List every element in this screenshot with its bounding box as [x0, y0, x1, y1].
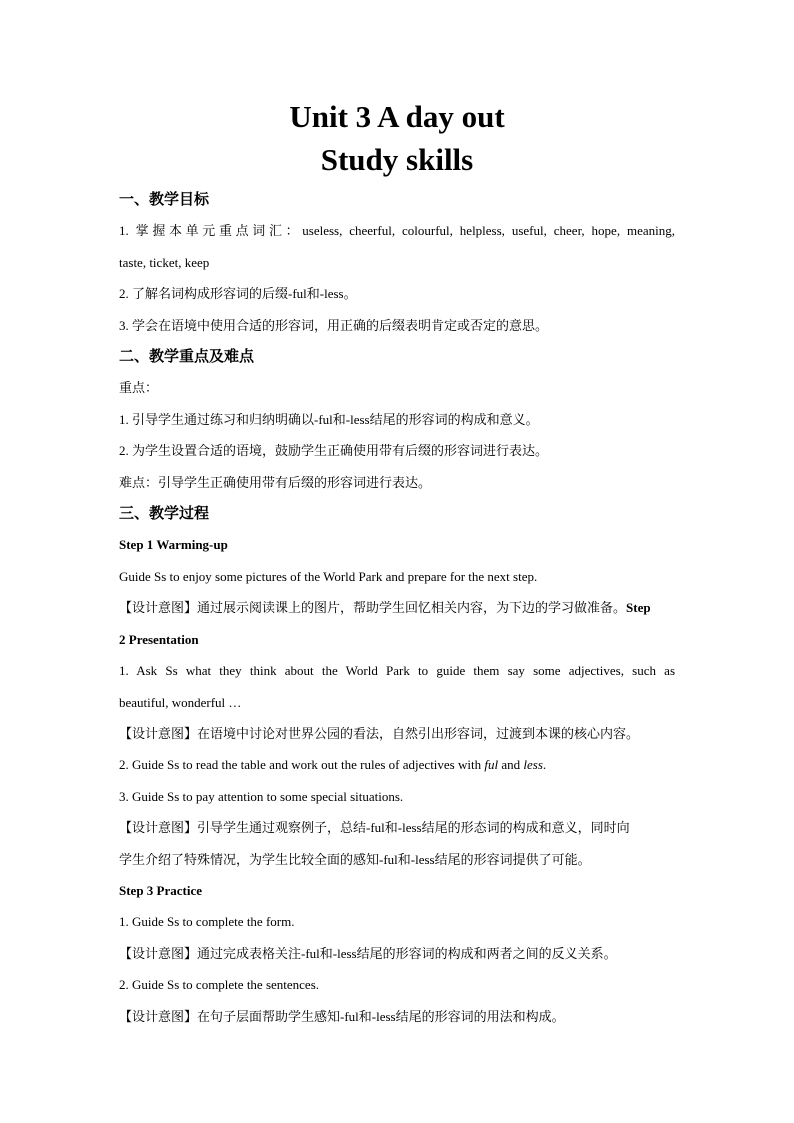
suffix-less: less [523, 757, 543, 773]
step-3-heading: Step 3 Practice [119, 882, 203, 898]
key-point-1: 1. 引导学生通过练习和归纳明确以-ful和-less结尾的形容词的构成和意义。 [119, 411, 539, 427]
step-2-point-2-pre: 2. Guide Ss to read the table and work out the rules of adjectives with [119, 757, 485, 773]
step-2-point-2-post: . [542, 757, 547, 773]
step-3-design-intent-2: 【设计意图】在句子层面帮助学生感知-ful和-less结尾的形容词的用法和构成。 [119, 1008, 565, 1024]
step-2-point-2 [119, 749, 675, 780]
step-2-heading-part-2: 2 Presentation [119, 631, 199, 647]
step-3-point-2: 2. Guide Ss to complete the sentences. [119, 977, 320, 993]
section-heading-key-points: 二、教学重点及难点 [119, 347, 255, 366]
title-lesson: Study skills [320, 142, 474, 177]
title-unit: Unit 3 A day out [289, 99, 505, 134]
objective-3: 3. 学会在语境中使用合适的形容词，用正确的后缀表明肯定或否定的意思。 [119, 317, 549, 333]
document-page [119, 0, 675, 1032]
difficult-point: 难点：引导学生正确使用带有后缀的形容词进行表达。 [119, 474, 432, 490]
objective-2: 2. 了解名词构成形容词的后缀-ful和-less。 [119, 286, 357, 302]
step-3-point-1: 1. Guide Ss to complete the form. [119, 914, 295, 930]
step-2-design-intent-2-line-1: 【设计意图】引导学生通过观察例子，总结-ful和-less结尾的形态词的构成和意义，同时向 [119, 820, 630, 836]
step-2-point-1-line-2: beautiful, wonderful … [119, 694, 242, 710]
objective-1-line-2: taste, ticket, keep [119, 254, 210, 270]
step-1-heading: Step 1 Warming-up [119, 537, 228, 553]
step-2-design-intent-2-line-2: 学生介绍了特殊情况，为学生比较全面的感知-ful和-less结尾的形容词提供了可能。 [119, 851, 591, 867]
step-3-design-intent-1: 【设计意图】通过完成表格关注-ful和-less结尾的形容词的构成和两者之间的反义关系。 [119, 945, 617, 961]
step-1-design-intent [119, 592, 675, 623]
step-2-point-1-line-1: 1. Ask Ss what they think about the World Park to guide them say some adjectives, such as [119, 663, 675, 679]
step-2-design-intent-1: 【设计意图】在语境中讨论对世界公园的看法，自然引出形容词，过渡到本课的核心内容。 [119, 725, 640, 741]
section-heading-objectives: 一、教学目标 [119, 190, 210, 208]
section-heading-process: 三、教学过程 [119, 504, 210, 523]
suffix-ful: ful [484, 757, 499, 773]
step-1-text: Guide Ss to enjoy some pictures of the World Park and prepare for the next step. [119, 568, 538, 584]
step-2-point-3: 3. Guide Ss to pay attention to some special situations. [119, 788, 404, 804]
objective-1-line-1: 1. 掌握本单元重点词汇：useless, cheerful, colourful, helpless, useful, cheer, hope, meaning, [119, 223, 675, 239]
step-2-point-2-mid: and [498, 757, 524, 773]
step-2-heading-part-1: Step [626, 600, 651, 616]
key-points-label: 重点： [119, 380, 159, 396]
step-1-design-text: 【设计意图】通过展示阅读课上的图片，帮助学生回忆相关内容，为下边的学习做准备。 [119, 600, 627, 616]
key-point-2: 2. 为学生设置合适的语境，鼓励学生正确使用带有后缀的形容词进行表达。 [119, 443, 549, 459]
